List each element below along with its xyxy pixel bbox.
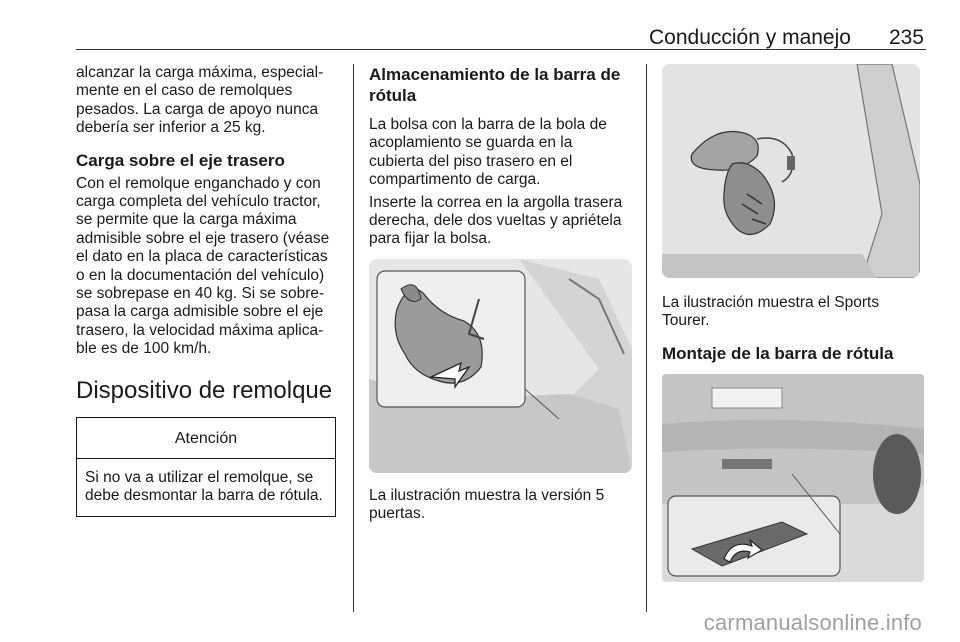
trunk-bag-illustration (369, 259, 632, 473)
mount-heading: Montaje de la barra de rótula (662, 343, 894, 363)
page-header (649, 26, 924, 50)
storage-paragraph-1: La bolsa con la barra de la bola de acoplamiento se guarda en la cubierta del piso trasero en el compartimento de carga. (369, 116, 607, 189)
page-number: 235 (888, 26, 924, 49)
intro-paragraph: alcanzar la carga máxima, especial- mente en el caso de remolques pesados. La carga de apoyo nunca debería ser inferior a 25 kg. (76, 64, 324, 137)
column-3 (662, 64, 924, 582)
rear-axle-paragraph: Con el remolque enganchado y con carga completa del vehículo tractor, se permite que la carga máxima admisible sobre el eje trasero (véase el dato en la placa de características o en la documentación del vehículo) se sobrepase en 40 kg. Si se sobre- pasa la carga admisible sobre el eje trasero, la velocidad máxima aplica- ble es de 100 km/h. (76, 174, 330, 358)
figure-caption-sports-tourer: La ilustración muestra el Sports Tourer. (662, 294, 880, 330)
rear-bumper-illustration (662, 374, 924, 582)
sports-tourer-bag-illustration (662, 64, 920, 278)
storage-paragraph-2: Inserte la correa en la argolla trasera derecha, dele dos vueltas y apriétela para fijar la bolsa. (369, 193, 623, 248)
section-title: Conducción y manejo (649, 26, 851, 49)
storage-heading: Almacenamiento de la barra de rótula (369, 65, 621, 105)
notice-title: Atención (77, 418, 335, 459)
rear-axle-heading: Carga sobre el eje trasero (76, 150, 285, 170)
figure-caption-5-door: La ilustración muestra la versión 5 puertas. (369, 486, 605, 523)
column-2 (369, 64, 637, 524)
header-rule (76, 49, 926, 50)
towing-device-heading: Dispositivo de remolque (76, 376, 333, 404)
notice-box (76, 417, 336, 517)
notice-text: Si no va a utilizar el remolque, se debe desmontar la barra de rótula. (85, 468, 323, 505)
column-divider-1 (353, 64, 354, 612)
column-divider-2 (646, 64, 647, 612)
column-1 (76, 64, 344, 517)
watermark: carmanualsonline.info (703, 610, 922, 635)
